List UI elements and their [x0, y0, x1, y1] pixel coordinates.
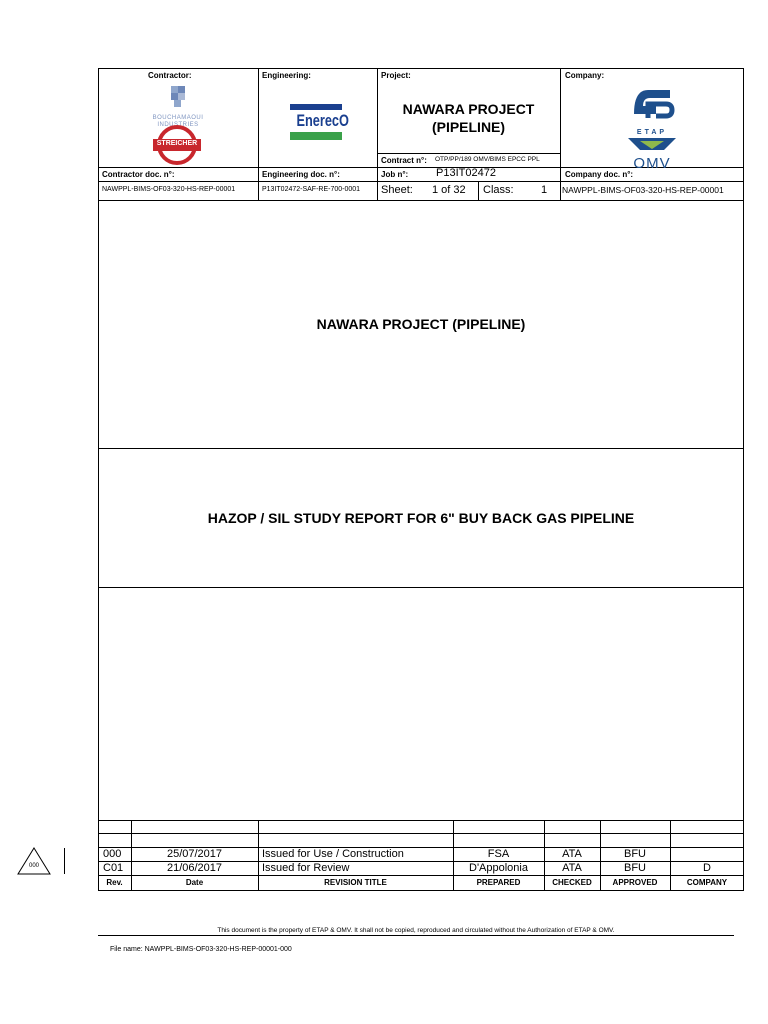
contractor-doc-label: Contractor doc. n°: — [102, 170, 175, 179]
streicher-logo — [151, 125, 203, 165]
property-notice: This document is the property of ETAP & OMV. It shall not be copied, reproduced and circulated without the Authorization of ETAP & OMV. — [217, 927, 615, 934]
header-divider — [377, 153, 560, 154]
rev-title-cell: Issued for Use / Construction — [262, 848, 404, 860]
document-title: HAZOP / SIL STUDY REPORT FOR 6" BUY BACK GAS PIPELINE — [207, 510, 635, 526]
approved-header: APPROVED — [612, 878, 658, 887]
revision-table-line — [98, 833, 744, 834]
omv-shape-icon — [626, 137, 678, 151]
sheet-value: 1 of 32 — [432, 184, 466, 196]
contract-value: OTP/PP/189 OMV/BIMS EPCC PPL — [435, 156, 540, 163]
rev-checked-cell: ATA — [562, 862, 582, 874]
file-name: File name: NAWPPL-BIMS-OF03-320-HS-REP-00001-000 — [110, 946, 292, 953]
rev-approved-cell: BFU — [624, 848, 646, 860]
revision-triangle-icon — [16, 846, 52, 876]
project-title-line1: NAWARA PROJECT — [402, 101, 535, 117]
omv-logo-text: OMV — [633, 155, 671, 172]
company-label: Company: — [565, 71, 605, 80]
class-value: 1 — [541, 184, 548, 196]
contractor-doc-value: NAWPPL-BIMS-OF03-320-HS-REP-00001 — [102, 186, 236, 193]
rev-checked-cell: ATA — [562, 848, 582, 860]
enereco-logo-stripe — [290, 132, 342, 140]
bouchamaoui-logo — [140, 84, 216, 126]
engineering-label: Engineering: — [262, 71, 311, 80]
checked-header: CHECKED — [552, 878, 592, 887]
company-doc-value: NAWPPL-BIMS-OF03-320-HS-REP-00001 — [562, 185, 724, 195]
class-label: Class: — [483, 184, 514, 196]
rev-date-cell: 21/06/2017 — [166, 862, 223, 874]
rev-header: Rev. — [106, 878, 123, 887]
revision-table-line — [98, 875, 744, 876]
rev-title-cell: Issued for Review — [262, 862, 350, 874]
streicher-logo-text: STREICHER — [156, 140, 198, 147]
contract-label: Contract n°: — [381, 156, 427, 165]
rev-company-cell: D — [703, 862, 711, 874]
sheet-label: Sheet: — [381, 184, 413, 196]
header-divider — [98, 181, 744, 182]
project-label: Project: — [381, 71, 411, 80]
etap-omv-logo — [626, 84, 678, 172]
revision-triangle-label: 000 — [28, 863, 39, 869]
bouchamaoui-logo-icon — [140, 84, 216, 110]
revision-table-line — [98, 820, 744, 821]
section-divider — [98, 587, 744, 588]
section-divider — [98, 448, 744, 449]
rev-prepared-cell: D'Appolonia — [469, 862, 528, 874]
header-divider — [98, 200, 744, 201]
enereco-logo — [290, 104, 349, 146]
project-title-line2: (PIPELINE) — [431, 119, 506, 135]
etap-logo-icon — [626, 84, 678, 124]
revision-change-bar — [64, 848, 65, 874]
etap-logo-text: ETAP — [636, 129, 668, 136]
company-doc-label: Company doc. n°: — [565, 170, 634, 179]
prepared-header: PREPARED — [476, 878, 521, 887]
rev-cell: 000 — [103, 848, 122, 860]
header-divider — [98, 167, 378, 168]
rev-approved-cell: BFU — [624, 862, 646, 874]
engineering-doc-value: P13IT02472-SAF-RE-700-0001 — [262, 186, 361, 193]
revision-title-header: REVISION TITLE — [324, 878, 387, 887]
job-value: P13IT02472 — [436, 167, 496, 179]
company-header: COMPANY — [686, 878, 728, 887]
rev-cell: C01 — [103, 862, 124, 874]
date-header: Date — [185, 878, 204, 887]
job-label: Job n°: — [381, 170, 409, 179]
footer-divider — [98, 935, 734, 936]
enereco-logo-text: EnerecO — [296, 111, 349, 130]
contractor-label: Contractor: — [148, 71, 192, 80]
rev-prepared-cell: FSA — [487, 848, 510, 860]
header-divider — [478, 181, 479, 200]
bouchamaoui-logo-text: BOUCHAMAOUI INDUSTRIES — [152, 115, 204, 128]
engineering-doc-label: Engineering doc. n°: — [262, 170, 340, 179]
rev-date-cell: 25/07/2017 — [166, 848, 223, 860]
project-title: NAWARA PROJECT (PIPELINE) — [316, 316, 526, 332]
